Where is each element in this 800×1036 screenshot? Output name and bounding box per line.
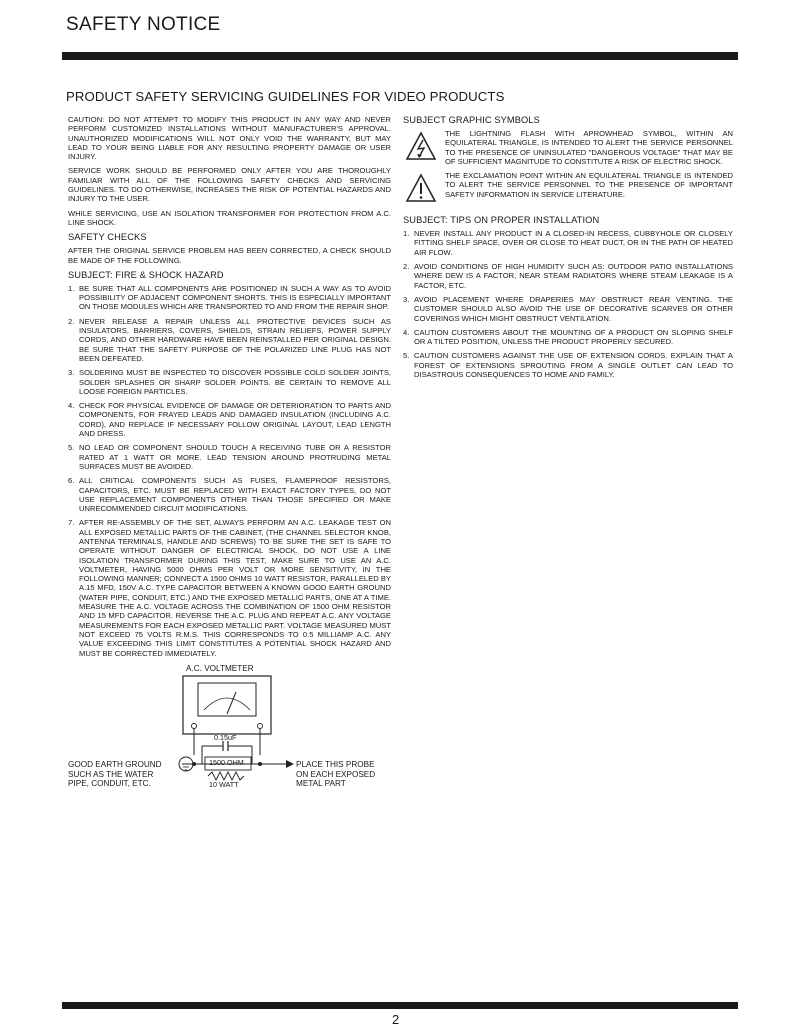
list-item-number: 4. xyxy=(68,401,75,411)
list-item xyxy=(68,443,391,471)
probe-arrow xyxy=(286,760,294,768)
list-item xyxy=(68,317,391,363)
leakage-test-diagram xyxy=(68,664,391,799)
symbols-heading: SUBJECT GRAPHIC SYMBOLS xyxy=(403,115,540,125)
list-item-number: 7. xyxy=(68,518,75,528)
list-item-number: 1. xyxy=(403,229,410,239)
list-item-text: AVOID CONDITIONS OF HIGH HUMIDITY SUCH AS: OUTDOOR PATIO INSTALLATIONS WHERE DEW IS A FACTOR, NEAR STEAM RADIATORS WHERE STEAM LEAKAGE IS A FACTOR, ETC. xyxy=(414,262,733,290)
list-item-number: 3. xyxy=(68,368,75,378)
probe-label: PLACE THIS PROBE ON EACH EXPOSED METAL PART xyxy=(296,759,376,789)
list-item-number: 2. xyxy=(68,316,75,326)
lightning-symbol-text: THE LIGHTNING FLASH WITH APROWHEAD SYMBOL, WITHIN AN EQUILATERAL TRIANGLE, IS INTENDED TO ALERT THE SERVICE PERSONNEL TO THE PRESENCE OF UNINSULATED "DANGEROUS VOLTAGE" THAT MAY BE OF SUFFICIENT MAGNITUDE TO CONSTITUTE A RISK OF ELECTRIC SHOCK. xyxy=(445,129,733,166)
list-item-number: 4. xyxy=(403,327,410,337)
safety-checks-heading: SAFETY CHECKS xyxy=(68,232,147,243)
intro-service-work: SERVICE WORK SHOULD BE PERFORMED ONLY AFTER YOU ARE THOROUGHLY FAMILIAR WITH ALL OF THE FOLLOWING SAFETY CHECKS AND SERVICING GUIDELINES. TO DO OTHERWISE, INCREASES THE RISK OF POTENTIAL HAZARDS AND INJURY TO THE USER. xyxy=(68,166,391,204)
symbol-row xyxy=(403,171,733,203)
list-item-text: CAUTION CUSTOMERS ABOUT THE MOUNTING OF A PRODUCT ON SLOPING SHELF OR A TILTED POSITION, UNLESS THE PRODUCT PROPERLY SECURED. xyxy=(414,327,733,347)
capacitor-label: 0.15uF xyxy=(214,732,237,742)
list-item-number: 5. xyxy=(403,351,410,361)
intro-isolation: WHILE SERVICING, USE AN ISOLATION TRANSFORMER FOR PROTECTION FROM A.C. LINE SHOCK. xyxy=(68,208,391,227)
ground-label: GOOD EARTH GROUND SUCH AS THE WATER PIPE, CONDUIT, ETC. xyxy=(68,759,162,789)
symbol-row xyxy=(403,129,733,166)
install-list xyxy=(403,229,733,379)
list-item-text: CHECK FOR PHYSICAL EVIDENCE OF DAMAGE OR DETERIORATION TO PARTS AND COMPONENTS, FOR FRAYED LEADS AND DAMAGED INSULATION (INCLUDING A.C. CORD), AND REPLACE IF NECESSARY FOLLOW ORIGINAL LAYOUT, LEAD LENGTH AND DRESS. xyxy=(79,401,391,439)
list-item-number: 1. xyxy=(68,283,75,293)
list-item xyxy=(403,229,733,257)
list-item xyxy=(68,518,391,657)
resistor-label: 1500 OHM xyxy=(209,757,244,767)
fire-shock-list xyxy=(68,284,391,658)
list-item-text: NEVER INSTALL ANY PRODUCT IN A CLOSED-IN RECESS, CUBBYHOLE OR CLOSELY FITTING SHELF SPACE, OVER OR CLOSE TO HEAT DUCT, OR IN THE PATH OF HEATED AIR FLOW. xyxy=(414,229,733,257)
exclamation-symbol-text: THE EXCLAMATION POINT WITHIN AN EQUILATERAL TRIANGLE IS INTENDED TO ALERT THE SERVICE PERSONNEL TO THE PRESENCE OF IMPORTANT SAFETY INFORMATION IN SERVICE LITERATURE. xyxy=(445,171,733,199)
list-item-number: 3. xyxy=(403,294,410,304)
right-column xyxy=(403,115,733,384)
resistor-symbol xyxy=(208,772,244,780)
list-item-number: 5. xyxy=(68,443,75,453)
install-heading: SUBJECT: TIPS ON PROPER INSTALLATION xyxy=(403,215,600,226)
document-title: PRODUCT SAFETY SERVICING GUIDELINES FOR VIDEO PRODUCTS xyxy=(66,89,505,104)
list-item-text: BE SURE THAT ALL COMPONENTS ARE POSITIONED IN SUCH A WAY AS TO AVOID POSSIBILITY OF ADJACENT COMPONENT SHORTS. THIS IS ESPECIALLY IMPORTANT ON THOSE MODULES WHICH ARE TRANSPORTED TO AND FROM THE REPAIR SHOP. xyxy=(79,283,391,312)
list-item xyxy=(403,262,733,290)
list-item-text: NEVER RELEASE A REPAIR UNLESS ALL PROTECTIVE DEVICES SUCH AS INSULATORS, BARRIERS, COVERS, SHIELDS, STRAIN RELIEFS, POWER SUPPLY CORDS, AND OTHER HARDWARE HAVE BEEN REINSTALLED PER ORIGINAL DESIGN. BE SURE THAT THE SAFETY PURPOSE OF THE POLARIZED LINE PLUG HAS NOT BEEN DEFEATED. xyxy=(79,316,391,363)
voltmeter-label: A.C. VOLTMETER xyxy=(186,663,254,673)
meter-terminal-right xyxy=(258,723,263,728)
page-number: 2 xyxy=(392,1012,400,1027)
list-item-text: CAUTION CUSTOMERS AGAINST THE USE OF EXTENSION CORDS. EXPLAIN THAT A FOREST OF EXTENSIONS SPROUTING FROM A SINGLE OUTLET CAN LEAD TO DISASTROUS CONSEQUENCES TO HOME AND FAMILY. xyxy=(414,351,733,380)
voltmeter-needle xyxy=(227,692,236,714)
voltmeter-dial xyxy=(198,683,256,716)
list-item-text: AVOID PLACEMENT WHERE DRAPERIES MAY OBSTRUCT REAR VENTING. THE CUSTOMER SHOULD ALSO AVOID THE USE OF DECORATIVE SCARVES OR OTHER COVERINGS WHICH MIGHT OBSTRUCT VENTILATION. xyxy=(414,294,733,323)
page-header-title: SAFETY NOTICE xyxy=(66,14,221,35)
list-item xyxy=(68,368,391,396)
list-item xyxy=(68,284,391,312)
list-item-text: AFTER RE-ASSEMBLY OF THE SET, ALWAYS PERFORM AN A.C. LEAKAGE TEST ON ALL EXPOSED METALLIC PARTS OF THE CABINET, (THE CHANNEL SELECTOR KNOB, ANTENNA TERMINALS, HANDLE AND SCREWS) TO BE SURE THE SET IS SAFE TO OPERATE WITHOUT DANGER OF ELECTRICAL SHOCK. DO NOT USE A LINE ISOLATION TRANSFORMER DURING THIS TEST, MAKE SURE TO USE AN A.C. VOLTMETER, HAVING 5000 OHMS PER VOLT OR MORE SENSITIVITY, IN THE FOLLOWING MANNER; CONNECT A 1500 OHMS 10 WATT RESISTOR, PARALLELED BY A.15 MFD, 150V A.C. TYPE CAPACITOR BETWEEN A KNOWN GOOD EARTH GROUND (WATER PIPE, CONDUIT, ETC.) AND THE EXPOSED METALLIC PARTS, ONE AT A TIME. MEASURE THE A.C. VOLTAGE ACROSS THE COMBINATION OF 1500 OHM RESISTOR AND 15 MFD CAPACITOR. REVERSE THE A.C. PLUG AND REPEAT A.C. ANY VOLTAGE MEASUREMENTS FOR EACH EXPOSED METALLIC PART. VOLTAGE MEASURED MUST NOT EXCEED 75 VOLTS R.M.S. THIS CORRESPONDS TO 0.5 MILLIAMP A.C. ANY VALUE EXCEEDING THIS LIMIT CONSTITUTES A POTENTIAL SHOCK HAZARD AND MUST BE CORRECTED IMMEDIATELY. xyxy=(79,518,391,658)
list-item xyxy=(403,295,733,323)
list-item-text: SOLDERING MUST BE INSPECTED TO DISCOVER POSSIBLE COLD SOLDER JOINTS, SOLDER SPLASHES OR SHARP SOLDER POINTS. BE CERTAIN TO REMOVE ALL LOOSE FOREIGN PARTICLES. xyxy=(79,368,391,396)
watt-label: 10 WATT xyxy=(209,779,239,789)
safety-checks-text: AFTER THE ORIGINAL SERVICE PROBLEM HAS BEEN CORRECTED, A CHECK SHOULD BE MADE OF THE FOLLOWING. xyxy=(68,246,391,265)
list-item xyxy=(68,476,391,513)
list-item xyxy=(403,351,733,379)
list-item-text: ALL CRITICAL COMPONENTS SUCH AS FUSES, FLAMEPROOF RESISTORS, CAPACITORS, ETC. MUST BE REPLACED WITH EXACT FACTORY TYPES, DO NOT USE REPLACEMENT COMPONENTS OTHER THAN THOSE SPECIFIED OR MAKE UNRECOMMENDED CIRCUIT MODIFICATIONS. xyxy=(79,476,391,514)
left-column xyxy=(68,115,391,799)
lightning-triangle-icon xyxy=(405,131,437,161)
list-item xyxy=(403,328,733,347)
list-item-number: 2. xyxy=(403,262,410,272)
list-item xyxy=(68,401,391,438)
fire-shock-heading: SUBJECT: FIRE & SHOCK HAZARD xyxy=(68,269,224,280)
footer-rule xyxy=(62,1002,738,1009)
meter-terminal-left xyxy=(192,723,197,728)
voltmeter-scale xyxy=(204,698,250,710)
list-item-number: 6. xyxy=(68,476,75,486)
header-rule xyxy=(62,52,738,60)
intro-caution: CAUTION: DO NOT ATTEMPT TO MODIFY THIS PRODUCT IN ANY WAY AND NEVER PERFORM CUSTOMIZED INSTALLATIONS WITHOUT MANUFACTURER'S APPROVAL. UNAUTHORIZED MODIFICATIONS WILL NOT ONLY VOID THE WARRANTY, BUT MAY LEAD TO YOUR BEING LIABLE FOR ANY RESULTING PROPERTY DAMAGE OR USER INJURY. xyxy=(68,115,391,162)
exclamation-triangle-icon xyxy=(405,173,437,203)
list-item-text: NO LEAD OR COMPONENT SHOULD TOUCH A RECEIVING TUBE OR A RESISTOR RATED AT 1 WATT OR MORE. LEAD TENSION AROUND PROTRUDING METAL SURFACES MUST BE AVOIDED. xyxy=(79,443,391,471)
